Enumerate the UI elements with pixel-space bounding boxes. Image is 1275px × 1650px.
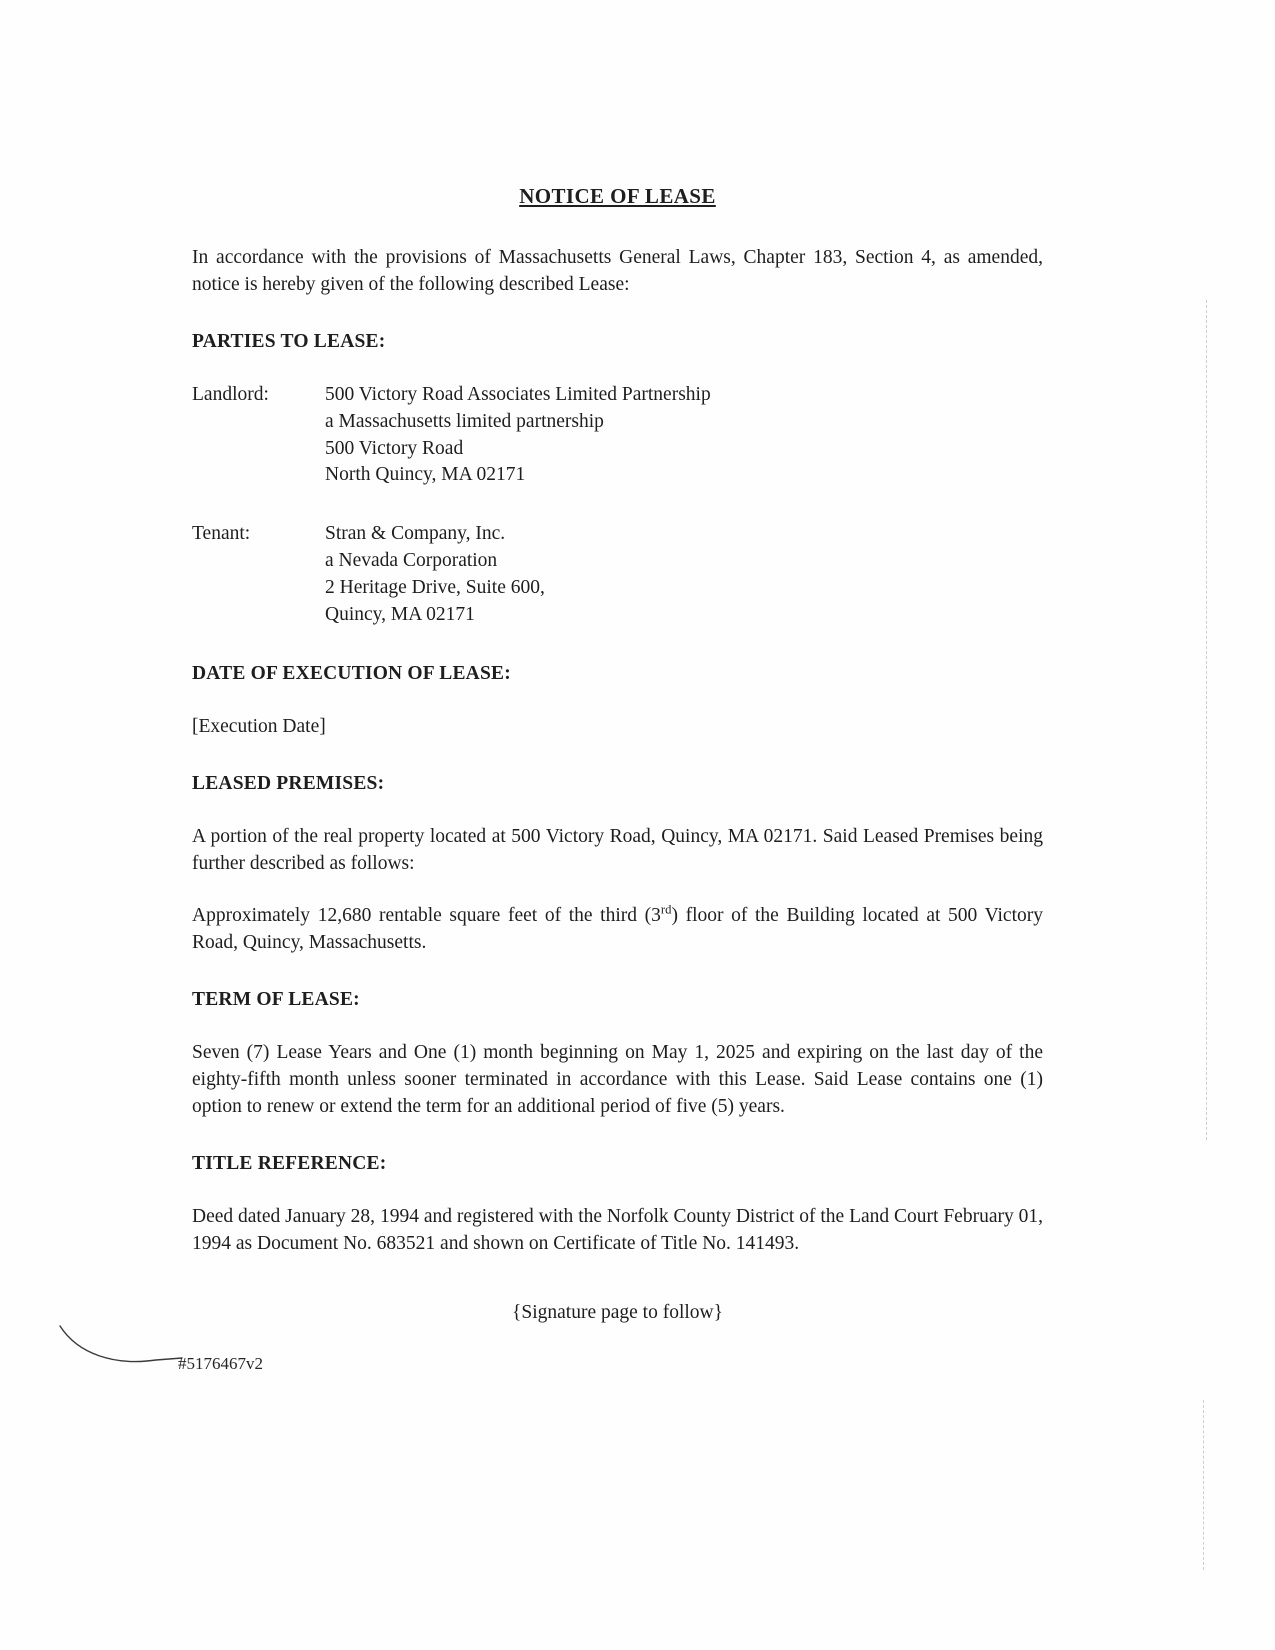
landlord-line: 500 Victory Road <box>325 437 464 459</box>
landlord-label: Landlord: <box>192 383 269 405</box>
scan-artifact-line <box>1203 1400 1204 1570</box>
execution-date-placeholder: [Execution Date] <box>192 715 326 737</box>
document-version-number: #5176467v2 <box>178 1354 263 1373</box>
landlord-block <box>192 382 1043 490</box>
signature-page-note: {Signature page to follow} <box>512 1301 723 1323</box>
heading-leased-premises: LEASED PREMISES: <box>192 772 385 794</box>
heading-date-of-execution: DATE OF EXECUTION OF LEASE: <box>192 662 511 684</box>
intro-paragraph: In accordance with the provisions of Massachusetts General Laws, Chapter 183, Section 4, as amended, notice is hereby given of the following described Lease: <box>192 246 1043 295</box>
landlord-line: North Quincy, MA 02171 <box>325 464 526 486</box>
premises-paragraph-2 <box>192 903 1043 957</box>
scan-artifact-line <box>1206 300 1207 1140</box>
term-paragraph: Seven (7) Lease Years and One (1) month beginning on May 1, 2025 and expiring on the last day of the eighty-fifth month unless sooner terminated in accordance with this Lease. Said Lease contains one (1) option to renew or extend the term for an additional period of five (5) years. <box>192 1042 1043 1117</box>
tenant-line: a Nevada Corporation <box>325 550 498 572</box>
landlord-line: a Massachusetts limited partnership <box>325 410 604 432</box>
handwritten-mark <box>56 1318 186 1370</box>
landlord-line: 500 Victory Road Associates Limited Partnership <box>325 383 711 405</box>
tenant-block <box>192 521 1043 629</box>
ordinal-superscript: rd <box>660 902 672 917</box>
tenant-line: Quincy, MA 02171 <box>325 604 475 626</box>
landlord-address <box>325 382 711 490</box>
heading-title-reference: TITLE REFERENCE: <box>192 1152 387 1174</box>
tenant-label: Tenant: <box>192 523 251 545</box>
tenant-line: 2 Heritage Drive, Suite 600, <box>325 577 545 599</box>
premises-paragraph-2-start: Approximately 12,680 rentable square feet of the third (3 <box>192 905 661 927</box>
document-title: NOTICE OF LEASE <box>519 184 716 208</box>
tenant-address <box>325 521 545 629</box>
premises-paragraph-1: A portion of the real property located at 500 Victory Road, Quincy, MA 02171. Said Leased Premises being further described as follows: <box>192 825 1043 874</box>
heading-term-of-lease: TERM OF LEASE: <box>192 989 360 1011</box>
premises-paragraph-2-end: ) floor of the Building located at 500 Victory Road, Quincy, Massachusetts. <box>192 905 1043 954</box>
heading-parties-to-lease: PARTIES TO LEASE: <box>192 330 386 352</box>
title-reference-paragraph: Deed dated January 28, 1994 and registered with the Norfolk County District of the Land Court February 01, 1994 as Document No. 683521 and shown on Certificate of Title No. 141493. <box>192 1205 1043 1254</box>
tenant-line: Stran & Company, Inc. <box>325 523 506 545</box>
